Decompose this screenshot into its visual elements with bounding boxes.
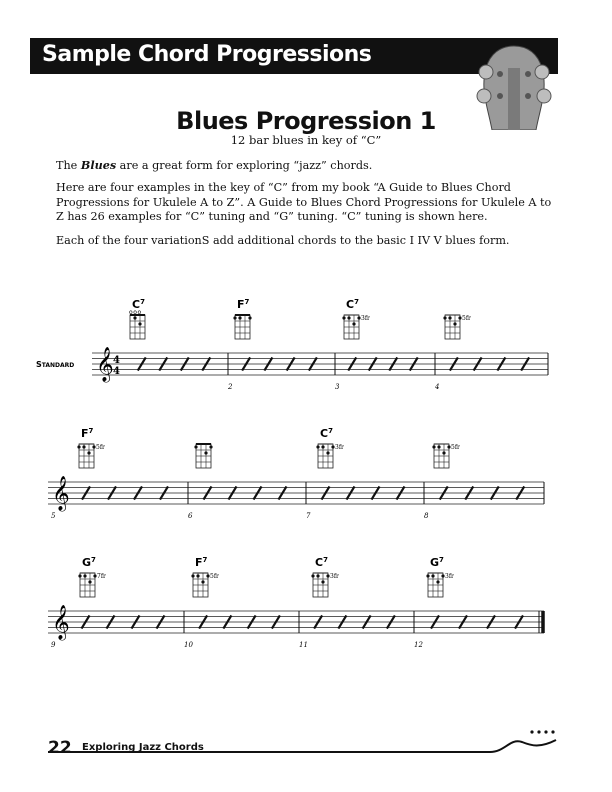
fret-label: 5fr: [451, 444, 460, 451]
chord-name: $C^7$: [315, 556, 328, 569]
fret-label: 7fr: [97, 573, 106, 580]
fret-label: 5fr: [210, 573, 219, 580]
chord-extension: 7: [202, 556, 208, 564]
chord-extension: 7: [91, 556, 96, 564]
book-title: Exploring Jazz Chords: [82, 742, 204, 753]
chord-name: $F^7$: [81, 427, 94, 440]
fret-label: 3fr: [330, 573, 339, 580]
variations-paragraph: Each of the four variationS add additional chords to the basic I IV V blues form.: [56, 234, 510, 247]
chord-extension: 7: [140, 298, 145, 306]
measure-number: 4: [435, 383, 440, 391]
measure-number: 9: [51, 641, 56, 649]
open-strings: ooo: [129, 309, 142, 316]
chord-name: $C^7$: [346, 298, 359, 311]
intro-rest: are a great form for exploring “jazz” chords.: [116, 159, 373, 172]
page-title: Blues Progression 1: [176, 107, 436, 135]
treble-clef: 𝄞: [96, 347, 114, 382]
chord-name: $G^7$: [82, 556, 96, 569]
measure-number: 2: [228, 383, 233, 391]
fret-label: 3fr: [361, 315, 370, 322]
measure-number: 11: [299, 641, 308, 649]
intro-lead: The: [56, 159, 81, 172]
treble-clef: 𝄞: [52, 476, 70, 511]
chord-extension: 7: [244, 298, 250, 306]
page-number: 22: [48, 738, 72, 758]
chord-name: $C^7$: [320, 427, 333, 440]
measure-number: 6: [188, 512, 193, 520]
chord-name: $F^7$: [195, 556, 208, 569]
chord-extension: 7: [439, 556, 444, 564]
fret-label: 3fr: [335, 444, 344, 451]
time-signature-top: 4: [113, 355, 120, 366]
chord-name: $C^7$: [132, 298, 145, 311]
chord-extension: 7: [323, 556, 328, 564]
fret-label: 3fr: [445, 573, 454, 580]
fret-label: 5fr: [96, 444, 105, 451]
measure-number: 7: [306, 512, 311, 520]
page-subtitle: 12 bar blues in key of “C”: [230, 133, 382, 147]
treble-clef: 𝄞: [52, 605, 70, 640]
examples-paragraph: Here are four examples in the key of “C” from my book “A Guide to Blues Chord Progressions for Ukulele A to Z”. A Guide to Blues Chord Progressions for Ukulele A to Z has 26 examples for “C” tuning and “G” tuning. “C” tuning is shown here.: [56, 181, 552, 223]
chord-extension: 7: [354, 298, 359, 306]
chord-name: $F^7$: [237, 298, 250, 311]
measure-number: 12: [414, 641, 423, 649]
measure-number: 3: [335, 383, 340, 391]
chord-extension: 7: [88, 427, 94, 435]
section-title: Sample Chord Progressions: [42, 42, 372, 67]
chord-extension: 7: [328, 427, 333, 435]
fret-label: 5fr: [462, 315, 471, 322]
measure-number: 8: [424, 512, 429, 520]
staff-label: Standard: [36, 360, 75, 369]
time-signature-bottom: 4: [113, 366, 120, 377]
measure-number: 10: [184, 641, 193, 649]
chord-name: $G^7$: [430, 556, 444, 569]
intro-emphasis: Blues: [80, 158, 117, 172]
measure-number: 5: [51, 512, 56, 520]
